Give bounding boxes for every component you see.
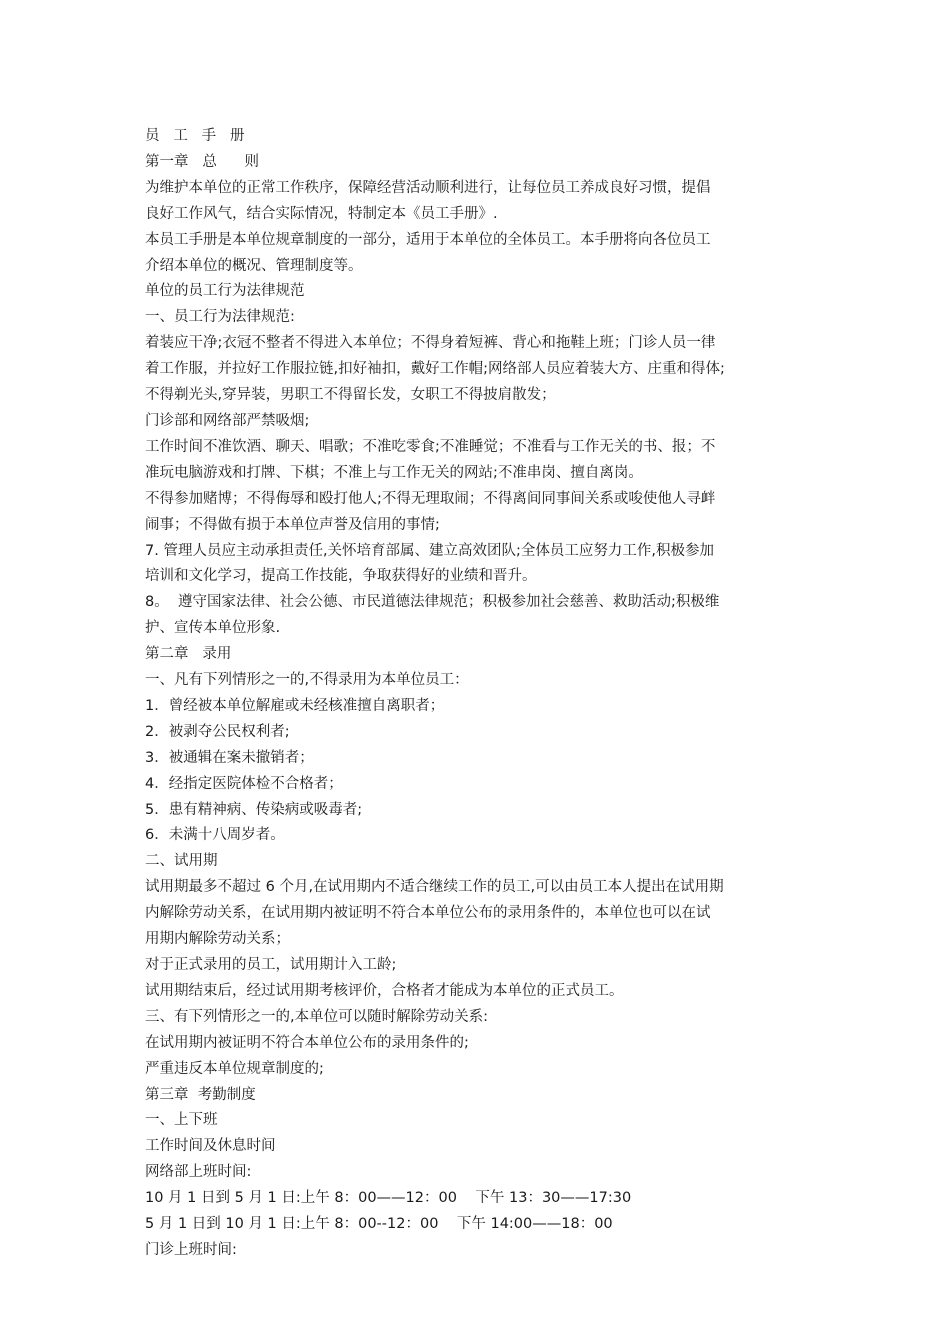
text-line: 护、宣传本单位形象.: [145, 620, 281, 637]
text-line: 为维护本单位的正常工作秩序，保障经营活动顺利进行，让每位员工养成良好习惯，提倡: [145, 179, 711, 196]
probation-seniority: [145, 953, 825, 979]
text-line: 一、上下班: [145, 1112, 218, 1129]
work-time-rules: [145, 435, 825, 487]
list-item: 6．未满十八周岁者。: [145, 827, 285, 844]
chapter-2-heading: [145, 642, 825, 668]
subsection-heading: [145, 1005, 825, 1031]
text-line: 试用期最多不超过 6 个月,在试用期内不适合继续工作的员工,可以由员工本人提出在试用期: [145, 879, 724, 896]
law-rule: [145, 590, 825, 642]
text-line: 良好工作风气，结合实际情况，特制定本《员工手册》.: [145, 205, 498, 222]
text-line: 不得剃光头,穿异装，男职工不得留长发，女职工不得披肩散发；: [145, 387, 556, 404]
list-item: 5．患有精神病、传染病或吸毒者;: [145, 801, 363, 818]
text-line: 网络部上班时间:: [145, 1164, 252, 1181]
list-item: 严重违反本单位规章制度的;: [145, 1060, 324, 1077]
intro-paragraph: [145, 176, 825, 228]
subsection-heading: [145, 1108, 825, 1134]
text-line: 二、试用期: [145, 853, 218, 870]
smoking-rule: [145, 409, 825, 435]
list-item: 1．曾经被本单位解雇或未经核准擅自离职者；: [145, 697, 445, 714]
schedule-line: 10 月 1 日到 5 月 1 日:上午 8：00——12：00 下午 13：30——17:30: [145, 1190, 632, 1207]
probation-paragraph: [145, 875, 825, 953]
text-line: 一、凡有下列情形之一的,不得录用为本单位员工：: [145, 672, 469, 689]
text-line: 8。 遵守国家法律、社会公德、市民道德法律规范；积极参加社会慈善、救助活动;积极维: [145, 594, 720, 611]
text-line: 着工作服，并拉好工作服拉链,扣好袖扣，戴好工作帽;网络部人员应着装大方、庄重和得体;: [145, 361, 725, 378]
text-line: 试用期结束后，经过试用期考核评价，合格者才能成为本单位的正式员工。: [145, 982, 624, 999]
text-line: 第二章 录用: [145, 646, 232, 663]
text-line: 对于正式录用的员工，试用期计入工龄;: [145, 957, 397, 973]
text-line: 工作时间及休息时间: [145, 1138, 276, 1155]
schedule-line: 5 月 1 日到 10 月 1 日:上午 8：00--12：00 下午 14:00——18：00: [145, 1216, 613, 1233]
document-page: [145, 124, 825, 1264]
text-line: 本员工手册是本单位规章制度的一部分，适用于本单位的全体员工。本手册将向各位员工: [145, 231, 711, 248]
text-line: 7. 管理人员应主动承担责任,关怀培育部属、建立高效团队;全体员工应努力工作,积极参加: [145, 542, 715, 559]
list-item: 4．经指定医院体检不合格者；: [145, 775, 343, 792]
subsection-heading: [145, 668, 825, 694]
probation-end: [145, 979, 825, 1005]
list-item: 在试用期内被证明不符合本单位公布的录用条件的;: [145, 1034, 469, 1051]
section-heading: [145, 279, 825, 305]
text-line: 三、有下列情形之一的,本单位可以随时解除劳动关系:: [145, 1008, 488, 1025]
text-line: 工作时间不准饮酒、聊天、唱歌；不准吃零食;不准睡觉；不准看与工作无关的书、报；不: [145, 438, 716, 455]
text-line: 介绍本单位的概况、管理制度等。: [145, 257, 363, 274]
text-line: 准玩电脑游戏和打牌、下棋；不准上与工作无关的网站;不准串岗、擅自离岗。: [145, 464, 643, 481]
dress-code-paragraph: [145, 331, 825, 409]
chapter-3-heading: [145, 1083, 825, 1109]
schedule-section: [145, 1134, 825, 1264]
termination-list: [145, 1031, 825, 1083]
text-line: 着装应干净;衣冠不整者不得进入本单位；不得身着短裤、背心和拖鞋上班；门诊人员一律: [145, 335, 716, 352]
text-line: 员 工 手 册: [145, 128, 245, 144]
text-line: 门诊上班时间:: [145, 1241, 237, 1258]
list-item: 3．被通辑在案未撤销者；: [145, 749, 314, 766]
text-line: 内解除劳动关系，在试用期内被证明不符合本单位公布的录用条件的，本单位也可以在试: [145, 905, 711, 922]
text-line: 第三章 考勤制度: [145, 1086, 256, 1103]
management-rule: [145, 539, 825, 591]
list-item: 2．被剥夺公民权利者;: [145, 723, 290, 740]
text-line: 闹事；不得做有损于本单位声誉及信用的事情;: [145, 516, 440, 533]
text-line: 第一章 总 则: [145, 153, 259, 170]
text-line: 单位的员工行为法律规范: [145, 283, 305, 300]
subsection-heading: [145, 305, 825, 331]
subsection-heading: [145, 849, 825, 875]
text-line: 不得参加赌博；不得侮辱和殴打他人;不得无理取闹；不得离间同事间关系或唆使他人寻衅: [145, 490, 716, 507]
scope-paragraph: [145, 228, 825, 280]
exclusion-list: [145, 694, 825, 849]
chapter-1-heading: [145, 150, 825, 176]
conduct-rules: [145, 487, 825, 539]
document-title: [145, 124, 825, 150]
text-line: 培训和文化学习，提高工作技能，争取获得好的业绩和晋升。: [145, 568, 537, 585]
text-line: 一、员工行为法律规范:: [145, 309, 295, 326]
text-line: 门诊部和网络部严禁吸烟;: [145, 412, 310, 429]
text-line: 用期内解除劳动关系；: [145, 931, 290, 948]
